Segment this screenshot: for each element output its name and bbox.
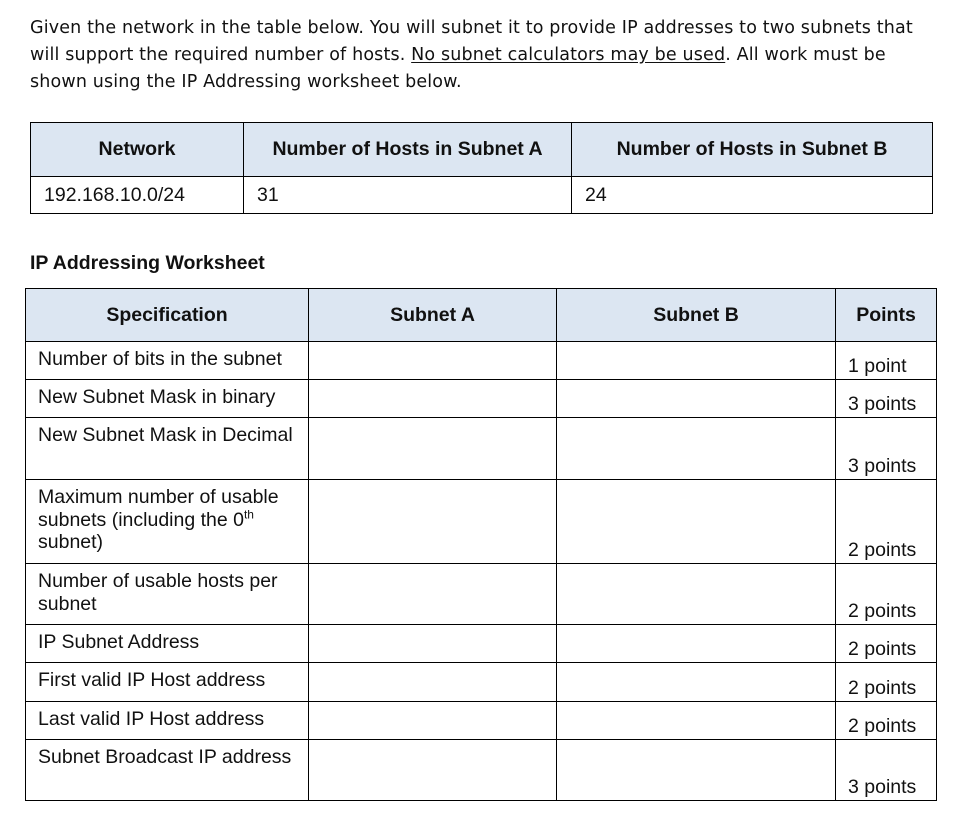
subnet-a-answer-cell[interactable] xyxy=(309,625,557,663)
spec-cell xyxy=(26,480,309,564)
worksheet-row xyxy=(26,625,937,663)
worksheet-row xyxy=(26,380,937,418)
network-address-cell: 192.168.10.0/24 xyxy=(31,177,244,214)
spec-cell: Subnet Broadcast IP address xyxy=(26,740,309,801)
subnet-b-answer-cell[interactable] xyxy=(557,625,836,663)
subnet-a-answer-cell[interactable] xyxy=(309,663,557,702)
points-cell: 2 points xyxy=(836,663,937,702)
points-cell: 2 points xyxy=(836,480,937,564)
subnet-a-answer-cell[interactable] xyxy=(309,564,557,625)
worksheet-row xyxy=(26,342,937,380)
hosts-subnet-a-cell: 31 xyxy=(244,177,572,214)
header-subnet-b: Subnet B xyxy=(557,289,836,342)
subnet-b-answer-cell[interactable] xyxy=(557,702,836,740)
network-table xyxy=(30,122,933,214)
subnet-b-answer-cell[interactable] xyxy=(557,418,836,480)
points-cell: 3 points xyxy=(836,740,937,801)
instructions-paragraph xyxy=(30,15,945,96)
hosts-subnet-b-cell: 24 xyxy=(572,177,933,214)
spec-cell: Number of bits in the subnet xyxy=(26,342,309,380)
points-cell: 2 points xyxy=(836,702,937,740)
spec-cell: Last valid IP Host address xyxy=(26,702,309,740)
spec-cell: New Subnet Mask in binary xyxy=(26,380,309,418)
instructions-underlined-text: No subnet calculators may be used xyxy=(411,45,726,65)
header-points: Points xyxy=(836,289,937,342)
worksheet-row xyxy=(26,564,937,625)
header-specification: Specification xyxy=(26,289,309,342)
instructions-text-2: . All work must be shown using the IP Addressing worksheet below. xyxy=(30,45,886,92)
points-cell: 2 points xyxy=(836,625,937,663)
subnet-a-answer-cell[interactable] xyxy=(309,702,557,740)
instructions-text-1: Given the network in the table below. You will subnet it to provide IP addresses to two subnets that will support the required number of hosts. xyxy=(30,18,913,65)
worksheet-title: IP Addressing Worksheet xyxy=(30,252,265,274)
subnet-b-answer-cell[interactable] xyxy=(557,380,836,418)
points-cell: 1 point xyxy=(836,342,937,380)
spec-cell: Number of usable hosts per subnet xyxy=(26,564,309,625)
worksheet-header-row xyxy=(26,289,937,342)
subnet-a-answer-cell[interactable] xyxy=(309,418,557,480)
points-cell: 3 points xyxy=(836,418,937,480)
subnet-b-answer-cell[interactable] xyxy=(557,663,836,702)
spec-cell: IP Subnet Address xyxy=(26,625,309,663)
worksheet-row xyxy=(26,702,937,740)
subnet-b-answer-cell[interactable] xyxy=(557,564,836,625)
subnet-b-answer-cell[interactable] xyxy=(557,342,836,380)
spec-cell: New Subnet Mask in Decimal xyxy=(26,418,309,480)
header-hosts-subnet-a: Number of Hosts in Subnet A xyxy=(244,123,572,177)
subnet-a-answer-cell[interactable] xyxy=(309,480,557,564)
ip-addressing-worksheet xyxy=(25,288,937,801)
worksheet-row xyxy=(26,418,937,480)
network-table-header-row xyxy=(31,123,933,177)
subnet-a-answer-cell[interactable] xyxy=(309,740,557,801)
header-hosts-subnet-b: Number of Hosts in Subnet B xyxy=(572,123,933,177)
subnet-a-answer-cell[interactable] xyxy=(309,380,557,418)
header-network: Network xyxy=(31,123,244,177)
network-table-row xyxy=(31,177,933,214)
worksheet-row xyxy=(26,480,937,564)
worksheet-row xyxy=(26,663,937,702)
spec-text: Maximum number of usable subnets (including the 0 xyxy=(38,486,279,531)
points-cell: 3 points xyxy=(836,380,937,418)
subnet-b-answer-cell[interactable] xyxy=(557,740,836,801)
ordinal-superscript: th xyxy=(243,507,254,521)
subnet-b-answer-cell[interactable] xyxy=(557,480,836,564)
spec-text: subnet) xyxy=(38,531,104,553)
points-cell: 2 points xyxy=(836,564,937,625)
worksheet-row xyxy=(26,740,937,801)
header-subnet-a: Subnet A xyxy=(309,289,557,342)
spec-cell: First valid IP Host address xyxy=(26,663,309,702)
subnet-a-answer-cell[interactable] xyxy=(309,342,557,380)
